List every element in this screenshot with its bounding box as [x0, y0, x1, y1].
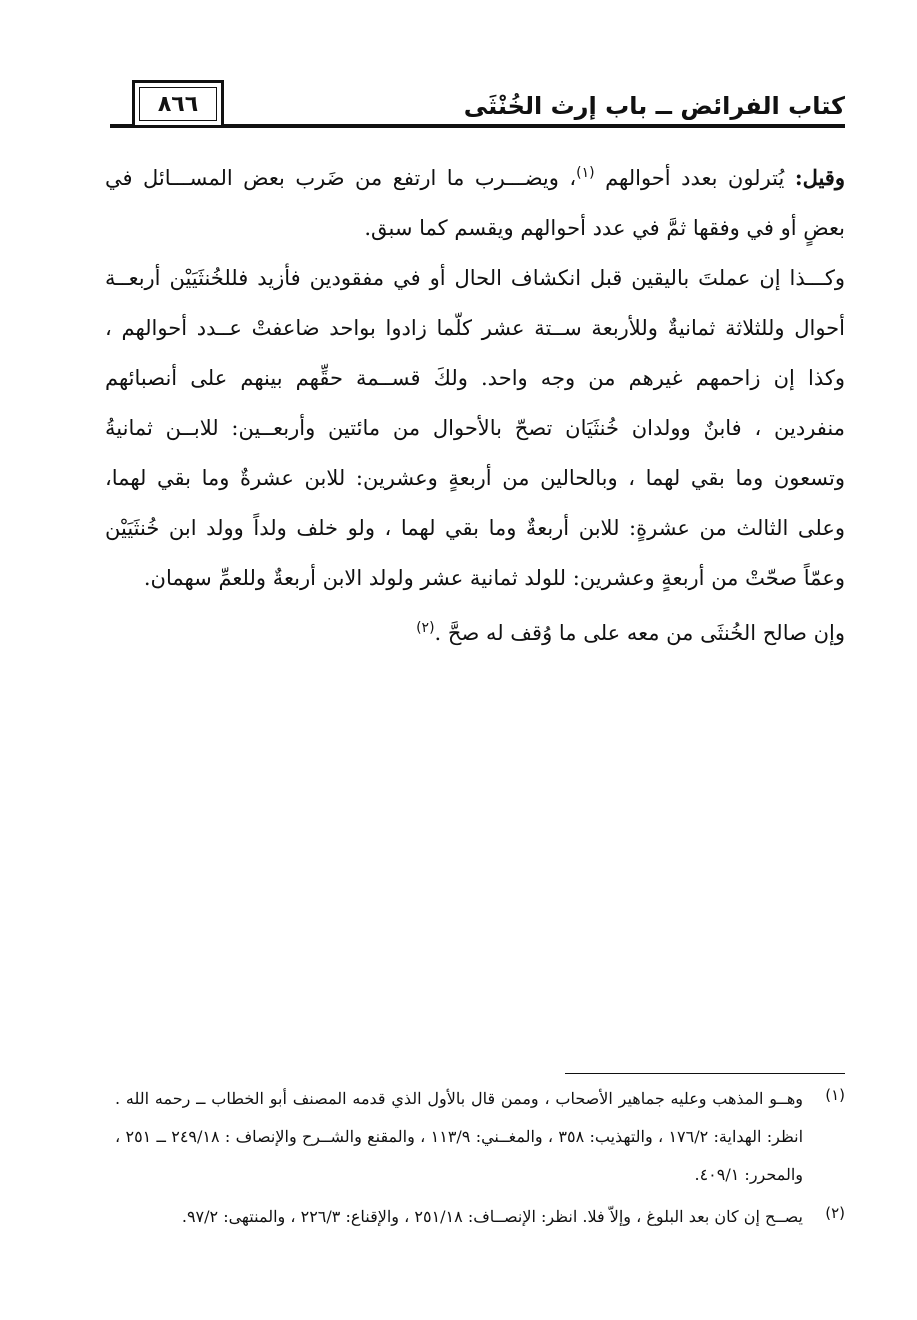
footnote-1 [115, 1080, 845, 1194]
paragraph-1 [105, 148, 845, 253]
paragraph-2: وكـــذا إن عملتَ باليقين قبل انكشاف الحال أو في مفقودين فأزيد فللخُنثَيَيْن أربعــة أحوال وللثلاثة ثمانيةٌ وللأربعة ســتة عشر كلّما زادوا بواحد ضاعفتْ عــدد أحوالهم ، وكذا إن زاحمهم غيرهم من وجه واحد. ولكَ قســمة حقِّهم بينهم على أنصبائهم منفردين ، فابنٌ وولدان خُنثَيَان تصحّ بالأحوال من مائتين وأربعــين: للابــن ثمانيةُ وتسعون وما بقي لهما ، وبالحالين من أربعةٍ وعشرين: للابن عشرةٌ وما بقي لهما، وعلى الثالث من عشرةٍ: للابن أربعةٌ وما بقي لهما ، ولو خلف ولداً وولد ابن خُنثَيَيْن وعمّاً صحّتْ من أربعةٍ وعشرين: للولد ثمانية عشر ولولد الابن أربعةٌ وللعمِّ سهمان. [105, 266, 845, 590]
paragraph-3 [105, 603, 845, 658]
paragraph-3-text: وإن صالح الخُنثَى من معه على ما وُقف له صحَّ . [434, 621, 845, 645]
footnote-2 [115, 1198, 845, 1236]
footnote-divider [565, 1073, 845, 1074]
footnote-ref-1[interactable]: (١) [576, 165, 595, 181]
footnote-number: (٢) [825, 1204, 845, 1222]
running-title: كتاب الفرائض ــ باب إرث الخُنْثَى [464, 92, 845, 128]
footnotes [115, 1080, 845, 1240]
footnote-number: (١) [825, 1086, 845, 1104]
page-header [110, 80, 845, 132]
footnote-ref-2[interactable]: (٢) [416, 620, 435, 636]
paragraph-lead: وقيل: [794, 165, 845, 190]
footnote-text: وهــو المذهب وعليه جماهير الأصحاب ، وممن قال بالأول الذي قدمه المصنف أبو الخطاب ــ رحمه الله . انظر: الهداية: ١٧٦/٢ ، والتهذيب: ٣٥٨ ، والمغــني: ١١٣/٩ ، والمقنع والشــرح والإنصاف : ٢٤٩/١٨ ــ ٢٥١ ، والمحرر: ٤٠٩/١. [115, 1089, 804, 1184]
paragraph-1-text-a: يُترلون بعدد أحوالهم [594, 166, 795, 190]
footnote-text: يصــح إن كان بعد البلوغ ، وإلاّ فلا. انظر: الإنصــاف: ٢٥١/١٨ ، والإقناع: ٢٢٦/٣ ، والمنتهى: ٩٧/٢. [181, 1207, 803, 1226]
header-rule-left [110, 124, 132, 128]
main-text [105, 148, 845, 658]
paragraph-1-text-b: ، ويضـــرب ما ارتفع من ضَرب بعض المســـائل في بعضٍ أو في وفقها ثمَّ في عدد أحوالهم ويقسم كما سبق. [105, 166, 845, 240]
page-number: ٨٦٦ [132, 80, 224, 128]
